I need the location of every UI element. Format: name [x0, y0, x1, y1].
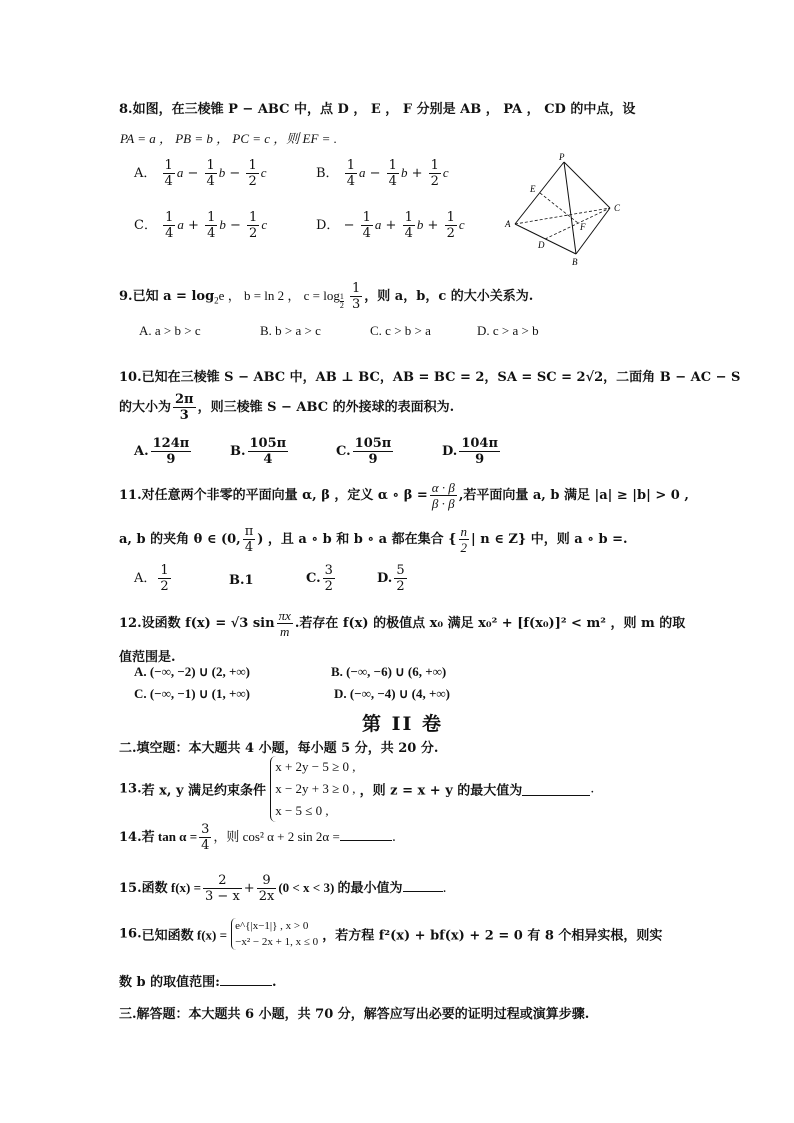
q15: 15.函数 f(x) = $\frac{2}{3 - x}$ + $\frac{9}{2x}$ (0 < x < 3) 的最小值为 .	[119, 873, 447, 904]
q15-answer-blank[interactable]	[403, 879, 443, 892]
q14-answer-blank[interactable]	[340, 828, 392, 841]
q11-option-a: A． $\frac{1}{2}$	[134, 563, 169, 594]
q16-line2: 数 b 的取值范围: .	[119, 975, 277, 990]
label-a: A	[505, 219, 511, 229]
q12-option-a: A. (−∞, −2) ∪ (2, +∞)	[134, 664, 250, 679]
q12-option-c: C. (−∞, −1) ∪ (1, +∞)	[134, 686, 250, 701]
label-d: D	[538, 240, 545, 250]
label-b: B	[572, 257, 578, 267]
label-c: C	[614, 203, 621, 213]
q12-option-b: B. (−∞, −6) ∪ (6, +∞)	[331, 664, 447, 679]
q9-option-a: A. a > b > c	[139, 323, 201, 338]
q9-option-c: C. c > b > a	[370, 323, 431, 338]
q11-line2: a, b 的夹角 θ ∈ (0, $\frac{\pi}{4}$ ) ，且 a ∘ b 和 b ∘ a 都在集合 { $\frac{n}{2}$ | n ∈ Z} 中，则 a ∘ b =.	[119, 524, 628, 555]
q8-option-d: D． − $\frac{1}{4}$ a + $\frac{1}{4}$ b + $\frac{1}{2}$ c	[316, 210, 465, 241]
q10-option-c: C. $\frac{105\pi}{9}$	[336, 436, 392, 467]
label-p: P	[559, 152, 565, 162]
q13: 13.若 x, y 满足约束条件 x + 2y − 5 ≥ 0 , x − 2y + 3 ≥ 0 , x − 5 ≤ 0 , ，则 z = x + y 的最大值为 .	[119, 756, 594, 822]
q10-option-a: A. $\frac{124\pi}{9}$	[134, 436, 190, 467]
q12-line1: 12.设函数 f(x) = √3 sin $\frac{\pi x}{m}$ .若存在 f(x) 的极值点 x₀ 满足 x₀² + [f(x₀)]² < m² ，则 m 的取	[119, 608, 686, 639]
q16-answer-blank[interactable]	[220, 973, 272, 986]
label-f: F	[580, 222, 586, 232]
q10-option-b: B. $\frac{105\pi}{4}$	[230, 436, 287, 467]
q10-option-d: D. $\frac{104\pi}{9}$	[442, 436, 498, 467]
q11-line1: 11.对任意两个非零的平面向量 α, β ，定义 α ∘ β = $\frac{\alpha \cdot \beta}{\beta \cdot \beta}$ ,若平面向量 a, b 满足 |a| ≥ |b| > 0 ,	[119, 480, 689, 511]
q9-stem: 9.已知 $a = \log_2e$ ， b = ln 2 ， c = log $_{\frac{1}{2}}$ $\frac{1}{3}$ ，则 a，b，c 的大小关系为.	[119, 281, 534, 312]
q8-option-b: B． $\frac{1}{4}$ a − $\frac{1}{4}$ b + $\frac{1}{2}$ c	[316, 158, 449, 189]
q8-vector-line: PA = a ， PB = b ， PC = c ，则 EF = .	[120, 131, 337, 146]
q8-number: 8.	[119, 102, 133, 117]
section3-heading: 三.解答题：本大题共 6 小题，共 70 分，解答应写出必要的证明过程或演算步骤.	[119, 1007, 590, 1022]
q12-line2: 值范围是.	[119, 650, 176, 665]
q12-option-d: D. (−∞, −4) ∪ (4, +∞)	[334, 686, 450, 701]
q11-option-c: C. $\frac{3}{2}$	[306, 563, 333, 594]
q8-stem	[119, 98, 635, 117]
q8-option-a: A． $\frac{1}{4}$ a − $\frac{1}{4}$ b − $\frac{1}{2}$ c	[134, 158, 267, 189]
section2-heading: 二.填空题：本大题共 4 小题，每小题 5 分，共 20 分.	[119, 741, 439, 756]
q9-option-b: B. b > a > c	[260, 323, 321, 338]
q11-option-b: B.1	[229, 573, 254, 588]
q13-constraint-system: x + 2y − 5 ≥ 0 , x − 2y + 3 ≥ 0 , x − 5 ≤ 0 ,	[270, 756, 355, 822]
q10-line2: 的大小为 $\frac{2\pi}{3}$ ，则三棱锥 S − ABC 的外接球的表面积为.	[119, 392, 455, 423]
tetrahedron-figure	[500, 150, 635, 270]
q8-option-c: C． $\frac{1}{4}$ a + $\frac{1}{4}$ b − $\frac{1}{2}$ c	[134, 210, 268, 241]
label-e: E	[530, 184, 536, 194]
q16-piecewise: e^{|x−1|} , x > 0 −x² − 2x + 1, x ≤ 0	[231, 918, 318, 950]
q14: 14.若 tan α = $\frac{3}{4}$ ，则 cos² α + 2 sin 2α = .	[119, 822, 396, 853]
q13-answer-blank[interactable]	[522, 783, 590, 796]
q11-option-d: D. $\frac{5}{2}$	[377, 563, 405, 594]
q16-line1: 16.已知函数 f(x) = e^{|x−1|} , x > 0 −x² − 2x + 1, x ≤ 0 ，若方程 f²(x) + bf(x) + 2 = 0 有 8 个相异实根，则实	[119, 920, 663, 948]
q8-stem-text: 如图，在三棱锥 P − ABC 中，点 D ， E ， F 分别是 AB ， PA ， CD 的中点，设	[132, 102, 636, 117]
q9-option-d: D. c > a > b	[477, 323, 539, 338]
part2-title: 第 II 卷	[362, 713, 444, 735]
q10-line1: 10.已知在三棱锥 S − ABC 中，AB ⊥ BC，AB = BC = 2，SA = SC = 2√2，二面角 B − AC − S	[119, 370, 741, 385]
